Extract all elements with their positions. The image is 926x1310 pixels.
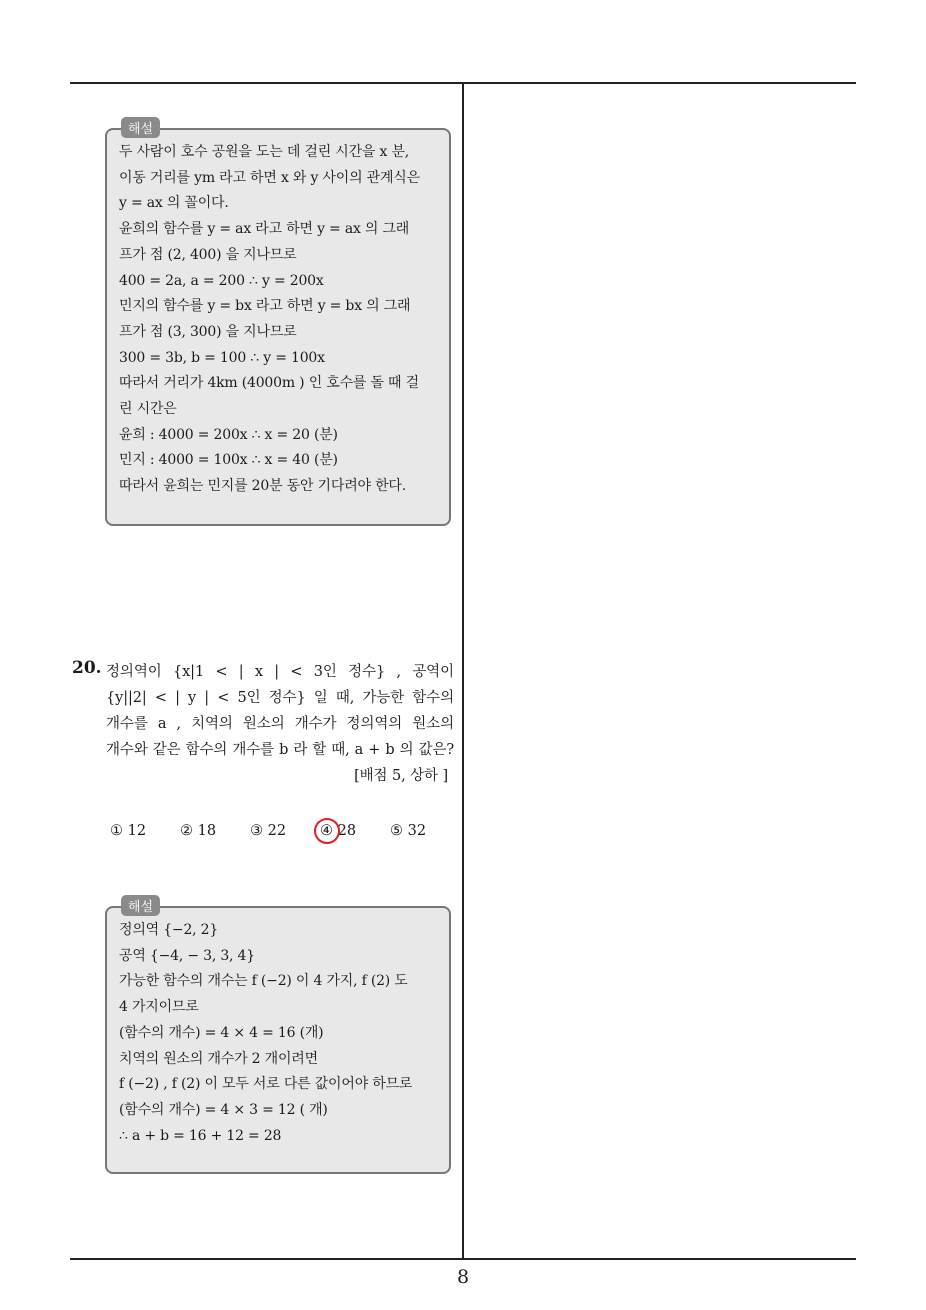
solution-tag: 해설: [121, 117, 160, 138]
solution-line: 정의역 {−2, 2}: [119, 922, 219, 938]
solution-line: 린 시간은: [119, 401, 177, 418]
solution-line: 윤희의 함수를 y = ax 라고 하면 y = ax 의 그래: [119, 221, 410, 238]
choice-4: ④ 28: [320, 823, 357, 839]
solution-line: 치역의 원소의 개수가 2 개이려면: [119, 1050, 318, 1067]
solution-line: (함수의 개수) = 4 × 4 = 16 (개): [119, 1024, 324, 1041]
solution-line: 공역 {−4, − 3, 3, 4}: [119, 947, 255, 964]
choice-2: ② 18: [180, 823, 217, 839]
question-points: [배점 5, 상하 ]: [354, 768, 448, 784]
solution-box-2: [105, 900, 451, 1174]
solution-line: 두 사람이 호수 공원을 도는 데 걸린 시간을 x 분,: [119, 144, 410, 160]
solution-line: 300 = 3b, b = 100 ∴ y = 100x: [119, 349, 325, 366]
solution-line: 프가 점 (3, 300) 을 지나므로: [119, 323, 297, 340]
choice-3: ③ 22: [250, 823, 287, 839]
solution-box-1: [105, 122, 451, 526]
solution-line: y = ax 의 꼴이다.: [119, 195, 229, 212]
question-line: 개수를 a , 치역의 원소의 개수가 정의역의 원소의: [106, 716, 454, 732]
question-line: {y||2| < | y | < 5인 정수} 일 때, 가능한 함수의: [106, 690, 454, 706]
solution-line: 4 가지이므로: [119, 999, 199, 1016]
question-line: 정의역이 {x|1 < | x | < 3인 정수} , 공역이: [106, 664, 454, 680]
solution-line: 프가 점 (2, 400) 을 지나므로: [119, 246, 297, 263]
column-divider: [462, 82, 464, 1259]
question-line: 개수와 같은 함수의 개수를 b 라 할 때, a + b 의 값은?: [106, 742, 454, 758]
solution-line: 이동 거리를 ym 라고 하면 x 와 y 사이의 관계식은: [119, 169, 420, 186]
solution-line: f (−2) , f (2) 이 모두 서로 다른 값이어야 하므로: [119, 1076, 413, 1093]
question-number: 20.: [72, 658, 102, 678]
bottom-rule: [70, 1258, 856, 1260]
solution-line: 따라서 윤희는 민지를 20분 동안 기다려야 한다.: [119, 478, 406, 495]
solution-line: 400 = 2a, a = 200 ∴ y = 200x: [119, 272, 324, 289]
solution-line: 가능한 함수의 개수는 f (−2) 이 4 가지, f (2) 도: [119, 973, 408, 990]
solution-line: 민지 : 4000 = 100x ∴ x = 40 (분): [119, 452, 338, 469]
solution-line: (함수의 개수) = 4 × 3 = 12 ( 개): [119, 1101, 328, 1118]
solution-tag: 해설: [121, 895, 160, 916]
solution-line: 윤희 : 4000 = 200x ∴ x = 20 (분): [119, 426, 338, 443]
solution-line: 따라서 거리가 4km (4000m ) 인 호수를 돌 때 걸: [119, 375, 419, 392]
choice-5: ⑤ 32: [390, 823, 427, 839]
choice-1: ① 12: [110, 823, 147, 839]
solution-line: ∴ a + b = 16 + 12 = 28: [119, 1127, 282, 1144]
solution-line: 민지의 함수를 y = bx 라고 하면 y = bx 의 그래: [119, 298, 411, 315]
page-number: 8: [456, 1266, 470, 1288]
answer-circle-mark: [314, 818, 340, 844]
